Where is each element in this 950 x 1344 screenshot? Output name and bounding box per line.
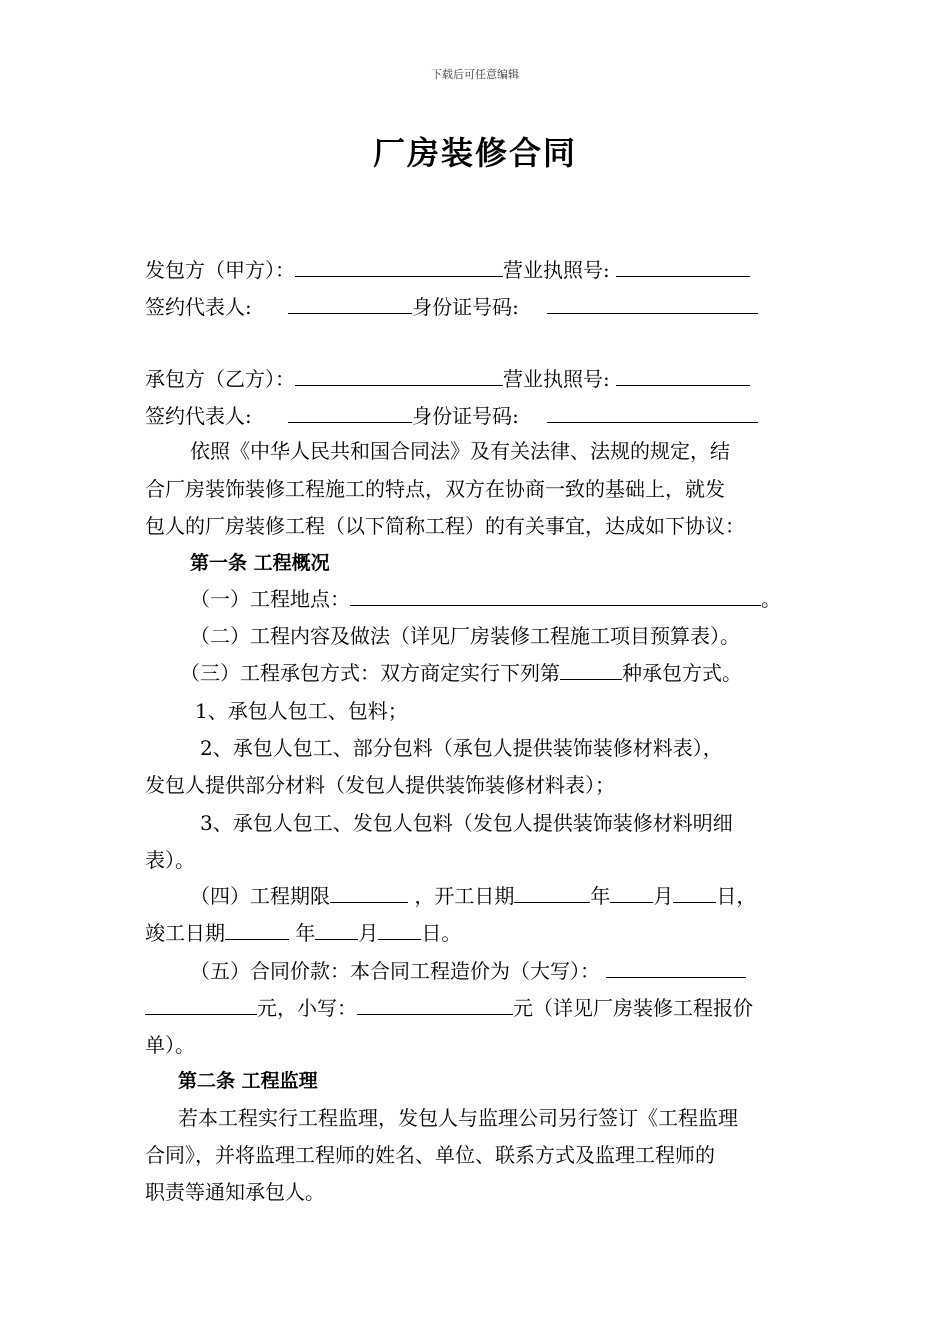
option-2-line-2: 发包人提供部分材料（发包人提供装饰装修材料表）； — [145, 773, 615, 797]
site-blank[interactable] — [350, 585, 761, 606]
party-a-license-blank[interactable] — [616, 256, 750, 277]
finish-month-blank[interactable] — [315, 919, 358, 940]
option-1: 1、承包人包工、包料； — [195, 699, 408, 723]
article-2-line-3: 职责等通知承包人。 — [145, 1180, 325, 1204]
start-year-label: 年 — [590, 884, 611, 908]
party-b-label: 承包方（乙方）： — [145, 367, 295, 391]
start-month-label: 月 — [653, 884, 674, 908]
party-b-rep-label: 签约代表人: — [145, 404, 252, 428]
party-a-name-blank[interactable] — [295, 256, 503, 277]
price-line-2 — [145, 994, 753, 1022]
mode-line — [180, 659, 742, 687]
mode-tail: 种承包方式。 — [622, 661, 742, 685]
option-3-line-2: 表）。 — [145, 848, 195, 872]
party-b-id-label: 身份证号码: — [412, 404, 519, 428]
intro-line-3: 包人的厂房装修工程（以下简称工程）的有关事宜，达成如下协议： — [145, 514, 745, 538]
party-b-license-blank[interactable] — [616, 365, 750, 386]
period-line — [190, 882, 756, 910]
site-line — [190, 585, 781, 613]
mode-label: （三）工程承包方式：双方商定实行下列第 — [180, 661, 560, 685]
start-month-blank[interactable] — [610, 882, 653, 903]
finish-day-label: 日。 — [421, 921, 462, 945]
price-tail: 元（详见厂房装修工程报价 — [513, 996, 753, 1020]
article-2-line-2: 合同》，并将监理工程师的姓名、单位、联系方式及监理工程师的 — [145, 1143, 715, 1167]
price-line-1 — [190, 957, 746, 985]
finish-day-blank[interactable] — [378, 919, 421, 940]
header-note: 下载后可任意编辑 — [431, 68, 519, 81]
party-b-line — [145, 365, 750, 393]
intro-line-1: 依照《中华人民共和国合同法》及有关法律、法规的规定，结 — [190, 439, 730, 463]
price-line-3: 单）。 — [145, 1033, 195, 1057]
party-b-rep-blank[interactable] — [288, 402, 412, 423]
price-upper-blank-1[interactable] — [606, 957, 746, 978]
party-a-id-label: 身份证号码: — [412, 295, 519, 319]
mode-blank[interactable] — [560, 659, 622, 680]
party-b-name-blank[interactable] — [295, 365, 503, 386]
site-end: 。 — [761, 587, 781, 611]
article-1-heading: 第一条 工程概况 — [190, 552, 330, 574]
article-2-heading: 第二条 工程监理 — [178, 1070, 318, 1092]
party-b-id-blank[interactable] — [547, 402, 758, 423]
site-label: （一）工程地点： — [190, 587, 350, 611]
party-a-rep-blank[interactable] — [288, 293, 412, 314]
option-2-line-1: 2、承包人包工、部分包料（承包人提供装饰装修材料表）， — [200, 736, 723, 760]
party-a-rep-label: 签约代表人: — [145, 295, 252, 319]
article-2-line-1: 若本工程实行工程监理，发包人与监理公司另行签订《工程监理 — [178, 1106, 738, 1130]
intro-line-2: 合厂房装饰装修工程施工的特点，双方在协商一致的基础上，就发 — [145, 477, 725, 501]
start-date-label: ，开工日期 — [414, 884, 515, 908]
party-a-rep-line — [145, 293, 758, 321]
start-day-label: 日， — [716, 884, 757, 908]
party-a-license-label: 营业执照号: — [503, 258, 610, 282]
finish-line — [145, 919, 461, 947]
party-b-rep-line — [145, 402, 758, 430]
finish-year-label: 年 — [295, 921, 316, 945]
party-a-label: 发包方（甲方）： — [145, 258, 295, 282]
price-yuan-label: 元，小写： — [257, 996, 357, 1020]
start-day-blank[interactable] — [673, 882, 716, 903]
start-year-blank[interactable] — [514, 882, 590, 903]
price-upper-blank-2[interactable] — [145, 994, 257, 1015]
finish-month-label: 月 — [358, 921, 379, 945]
finish-year-blank[interactable] — [225, 919, 289, 940]
content-line: （二）工程内容及做法（详见厂房装修工程施工项目预算表）。 — [190, 624, 740, 648]
party-a-id-blank[interactable] — [547, 293, 758, 314]
party-a-line — [145, 256, 750, 284]
option-3-line-1: 3、承包人包工、发包人包料（发包人提供装饰装修材料明细 — [200, 811, 733, 835]
party-b-license-label: 营业执照号: — [503, 367, 610, 391]
price-lower-blank[interactable] — [357, 994, 513, 1015]
period-blank[interactable] — [330, 882, 408, 903]
page-title: 厂房装修合同 — [372, 134, 577, 172]
price-label: （五）合同价款：本合同工程造价为（大写）： — [190, 959, 600, 983]
period-label: （四）工程期限 — [190, 884, 330, 908]
finish-label: 竣工日期 — [145, 921, 225, 945]
